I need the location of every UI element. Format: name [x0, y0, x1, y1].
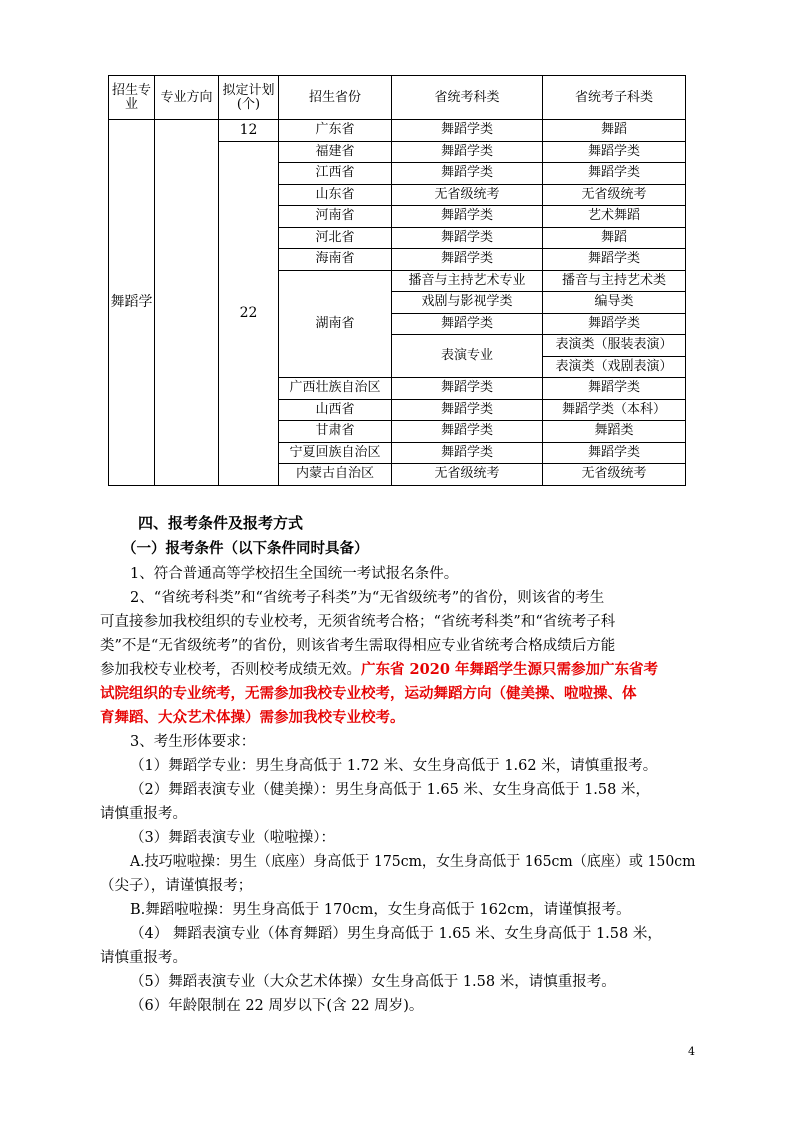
sub-cell: 表演类（戏剧表演）	[543, 356, 686, 378]
header-direction: 专业方向	[155, 76, 219, 120]
paragraph-2-line-4-normal: 参加我校专业校考，否则校考成绩无效。	[100, 662, 361, 678]
exam-cell: 舞蹈学类	[392, 421, 543, 443]
requirement-3a-line-1: A.技巧啦啦操：男生（底座）身高低于 175cm，女生身高低于 165cm（底座）或 150cm	[130, 854, 696, 870]
direction-cell	[155, 120, 219, 486]
sub-cell: 舞蹈学类	[543, 378, 686, 400]
exam-cell: 无省级统考	[392, 464, 543, 486]
guangdong-notice-line-3: 育舞蹈、大众艺术体操）需参加我校专业校考。	[100, 709, 405, 726]
paragraph-2-line-3: 类”不是“无省级统考”的省份，则该省考生需取得相应专业省统考合格成绩后方能	[100, 638, 616, 654]
exam-cell: 舞蹈学类	[392, 163, 543, 185]
requirement-6: （6）年龄限制在 22 周岁以下(含 22 周岁)。	[130, 998, 424, 1014]
plan-others-cell: 22	[219, 141, 279, 485]
sub-cell: 无省级统考	[543, 184, 686, 206]
exam-cell: 舞蹈学类	[392, 399, 543, 421]
header-plan: 拟定计划(个)	[219, 76, 279, 120]
province-cell: 宁夏回族自治区	[279, 442, 392, 464]
province-cell: 河北省	[279, 227, 392, 249]
requirement-2-line-2: 请慎重报考。	[100, 806, 187, 822]
header-province: 招生省份	[279, 76, 392, 120]
sub-cell: 表演类（服装表演）	[543, 335, 686, 357]
exam-cell: 无省级统考	[392, 184, 543, 206]
sub-cell: 舞蹈学类	[543, 249, 686, 271]
plan-guangdong-cell: 12	[219, 120, 279, 142]
exam-cell-performance: 表演专业	[392, 335, 543, 378]
sub-cell: 舞蹈学类	[543, 313, 686, 335]
paragraph-2-line-4	[100, 660, 658, 680]
sub-cell: 舞蹈学类	[543, 141, 686, 163]
requirement-3: （3）舞蹈表演专业（啦啦操）：	[130, 830, 335, 846]
requirement-4-line-2: 请慎重报考。	[100, 950, 187, 966]
sub-cell: 播音与主持艺术类	[543, 270, 686, 292]
exam-cell: 舞蹈学类	[392, 249, 543, 271]
sub-cell: 舞蹈类	[543, 421, 686, 443]
sub-cell: 无省级统考	[543, 464, 686, 486]
paragraph-2-line-2: 可直接参加我校组织的专业校考，无须省统考合格；“省统考科类”和“省统考子科	[100, 614, 616, 630]
requirement-3a-line-2: （尖子），请谨慎报考；	[100, 878, 253, 894]
requirement-3b: B.舞蹈啦啦操：男生身高低于 170cm，女生身高低于 162cm，请谨慎报考。	[130, 902, 631, 918]
sub-cell: 舞蹈	[543, 227, 686, 249]
table-row	[109, 120, 686, 142]
exam-cell: 舞蹈学类	[392, 442, 543, 464]
table-header-row	[109, 76, 686, 120]
paragraph-3: 3、考生形体要求：	[130, 734, 256, 750]
province-cell: 河南省	[279, 206, 392, 228]
province-cell: 内蒙古自治区	[279, 464, 392, 486]
exam-cell: 播音与主持艺术专业	[392, 270, 543, 292]
sub-cell: 舞蹈学类（本科）	[543, 399, 686, 421]
header-exam-subcategory: 省统考子科类	[543, 76, 686, 120]
sub-cell: 舞蹈学类	[543, 442, 686, 464]
exam-cell: 舞蹈学类	[392, 141, 543, 163]
guangdong-notice: 广东省 2020 年舞蹈学生源只需参加广东省考	[361, 661, 658, 678]
section-subtitle: （一）报考条件（以下条件同时具备）	[122, 540, 369, 557]
sub-cell: 艺术舞蹈	[543, 206, 686, 228]
exam-cell: 舞蹈学类	[392, 206, 543, 228]
province-cell: 江西省	[279, 163, 392, 185]
exam-cell: 舞蹈学类	[392, 120, 543, 142]
header-major: 招生专业	[109, 76, 155, 120]
admission-plan-table	[108, 75, 686, 486]
paragraph-1: 1、符合普通高等学校招生全国统一考试报名条件。	[130, 566, 459, 582]
exam-cell: 舞蹈学类	[392, 378, 543, 400]
guangdong-notice-line-2: 试院组织的专业统考，无需参加我校专业校考，运动舞蹈方向（健美操、啦啦操、体	[100, 685, 637, 702]
requirement-2-line-1: （2）舞蹈表演专业（健美操）：男生身高低于 1.65 米、女生身高低于 1.58 米，	[130, 782, 650, 798]
requirement-5: （5）舞蹈表演专业（大众艺术体操）女生身高低于 1.58 米，请慎重报考。	[130, 974, 616, 990]
province-cell: 福建省	[279, 141, 392, 163]
requirement-1: （1）舞蹈学专业：男生身高低于 1.72 米、女生身高低于 1.62 米，请慎重报考。	[130, 758, 658, 774]
requirement-4-line-1: （4） 舞蹈表演专业（体育舞蹈）男生身高低于 1.65 米、女生身高低于 1.58 米，	[130, 926, 662, 942]
province-cell: 海南省	[279, 249, 392, 271]
province-cell-hunan: 湖南省	[279, 270, 392, 378]
exam-cell: 舞蹈学类	[392, 313, 543, 335]
province-cell: 山西省	[279, 399, 392, 421]
sub-cell: 舞蹈	[543, 120, 686, 142]
sub-cell: 编导类	[543, 292, 686, 314]
exam-cell: 舞蹈学类	[392, 227, 543, 249]
sub-cell: 舞蹈学类	[543, 163, 686, 185]
section-title: 四、报考条件及报考方式	[138, 514, 304, 532]
province-cell: 甘肃省	[279, 421, 392, 443]
header-exam-category: 省统考科类	[392, 76, 543, 120]
province-cell: 广东省	[279, 120, 392, 142]
major-cell: 舞蹈学	[109, 120, 155, 486]
paragraph-2-line-1: 2、“省统考科类”和“省统考子科类”为“无省级统考”的省份，则该省的考生	[130, 590, 605, 606]
exam-cell: 戏剧与影视学类	[392, 292, 543, 314]
province-cell: 山东省	[279, 184, 392, 206]
page-number: 4	[688, 1045, 695, 1058]
province-cell: 广西壮族自治区	[279, 378, 392, 400]
